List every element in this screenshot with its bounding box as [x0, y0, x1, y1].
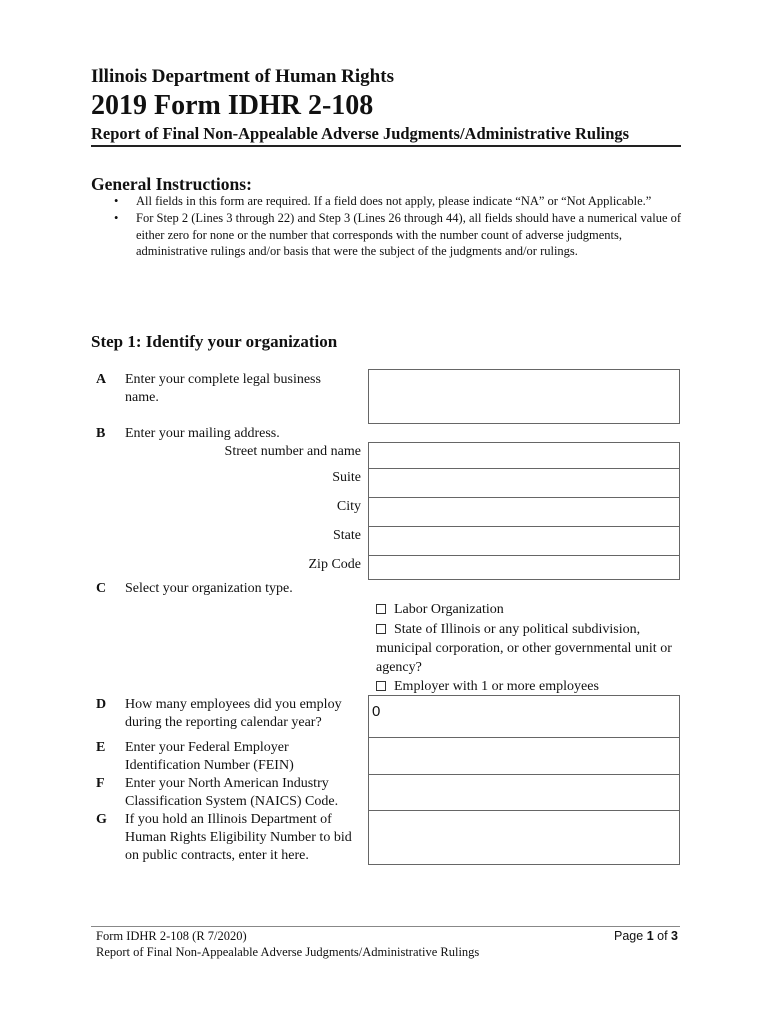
option-labor-organization[interactable] — [376, 600, 676, 619]
checkbox[interactable] — [376, 681, 386, 691]
option-employer[interactable] — [376, 677, 676, 696]
field-letter-c: C — [96, 581, 107, 596]
state-label: State — [333, 528, 361, 543]
city-label: City — [336, 499, 361, 514]
street-field[interactable] — [368, 442, 680, 469]
state-field[interactable] — [368, 526, 680, 556]
field-letter-b: B — [96, 426, 106, 441]
page-prefix: Page — [614, 929, 644, 943]
zip-code-field[interactable] — [368, 555, 680, 580]
page-number — [614, 929, 678, 943]
option-label: State of Illinois or any political subdivision, municipal corporation, or other governmental unit or agency? — [376, 622, 672, 675]
street-label: Street number and name — [224, 444, 361, 459]
form-subtitle: Report of Final Non-Appealable Adverse Judgments/Administrative Rulings — [91, 124, 630, 143]
footer-divider — [91, 926, 680, 927]
page-of: of — [657, 929, 668, 943]
checkbox[interactable] — [376, 604, 386, 614]
eligibility-number-field[interactable] — [368, 810, 680, 865]
form-title: 2019 Form IDHR 2-108 — [91, 90, 374, 121]
general-instructions-heading: General Instructions: — [91, 174, 252, 194]
option-label: Employer with 1 or more employees — [394, 679, 599, 694]
checkbox[interactable] — [376, 624, 386, 634]
page-total: 3 — [671, 929, 678, 943]
general-instructions-list — [91, 193, 696, 260]
field-letter-e: E — [96, 740, 106, 755]
naics-question: Enter your North American Industry Classification System (NAICS) Code. — [125, 776, 339, 809]
organization-type-question: Select your organization type. — [125, 581, 293, 596]
naics-field[interactable] — [368, 774, 680, 811]
legal-name-question: Enter your complete legal business name. — [125, 372, 321, 405]
suite-label: Suite — [332, 470, 361, 485]
instruction-item: • All fields in this form are required. If a field does not apply, please indicate “NA” or “Not Applicable.” — [136, 193, 696, 210]
agency-name: Illinois Department of Human Rights — [91, 66, 394, 87]
title-divider — [91, 145, 681, 147]
option-government-unit[interactable] — [376, 620, 676, 677]
city-field[interactable] — [368, 497, 680, 527]
footer-form-name: Report of Final Non-Appealable Adverse Judgments/Administrative Rulings — [96, 945, 480, 959]
eligibility-number-question: If you hold an Illinois Department of Human Rights Eligibility Number to bid on public contracts, enter it here. — [125, 812, 352, 863]
footer-form-id: Form IDHR 2-108 (R 7/2020) — [96, 929, 247, 943]
employee-count-question: How many employees did you employ during the reporting calendar year? — [125, 697, 342, 730]
field-letter-g: G — [96, 812, 107, 827]
employee-count-field[interactable]: 0 — [368, 695, 680, 738]
mailing-address-question: Enter your mailing address. — [125, 426, 280, 441]
fein-question: Enter your Federal Employer Identification Number (FEIN) — [125, 740, 294, 773]
page-current: 1 — [646, 929, 654, 943]
legal-name-field[interactable] — [368, 369, 680, 424]
instruction-item: • For Step 2 (Lines 3 through 22) and Step 3 (Lines 26 through 44), all fields should have a numerical value of either zero for none or the number that corresponds with the number count of adverse judgments, administrative rulings and/or basis that were the subject of the judgments and/or rulings. — [136, 210, 696, 260]
step1-heading: Step 1: Identify your organization — [91, 332, 338, 351]
zip-code-label: Zip Code — [308, 557, 361, 572]
field-letter-d: D — [96, 697, 107, 712]
field-letter-a: A — [96, 372, 107, 387]
fein-field[interactable] — [368, 737, 680, 775]
field-letter-f: F — [96, 776, 105, 791]
suite-field[interactable] — [368, 468, 680, 498]
option-label: Labor Organization — [394, 602, 504, 617]
